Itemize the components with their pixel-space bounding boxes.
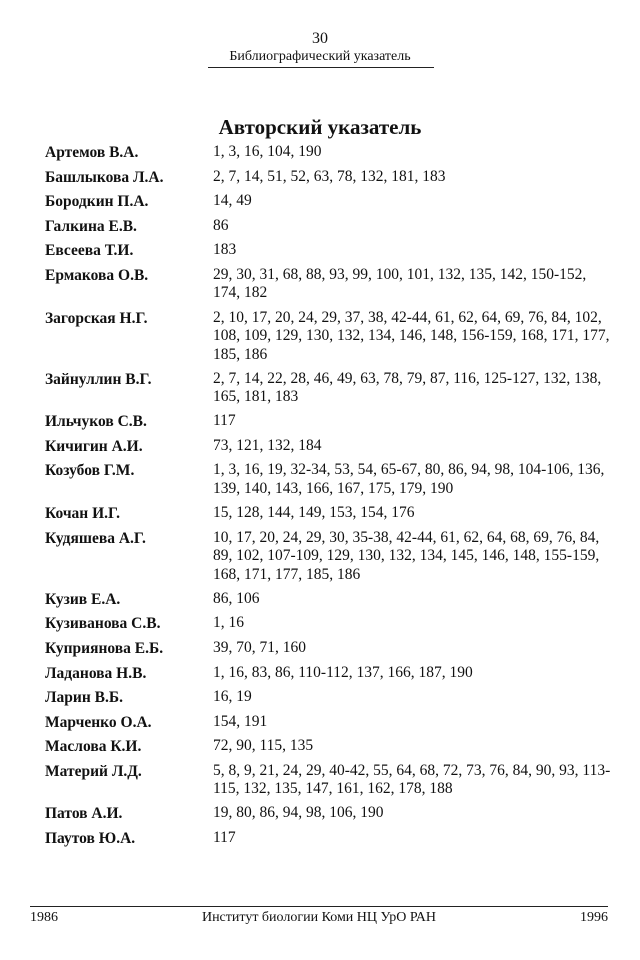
reference-numbers: 72, 90, 115, 135 xyxy=(213,737,314,755)
index-entry xyxy=(45,762,615,799)
reference-numbers: 1, 3, 16, 19, 32-34, 53, 54, 65-67, 80, 86, 94, 98, 104-106, 136, 139, 140, 143, 166, 167, 175, 179, 190 xyxy=(213,461,605,497)
index-entry xyxy=(45,412,615,431)
index-entry xyxy=(45,614,615,633)
author-name: Загорская Н.Г. xyxy=(45,309,148,327)
section-title: Авторский указатель xyxy=(218,115,422,139)
reference-numbers: 1, 16 xyxy=(213,614,244,632)
author-name: Патов А.И. xyxy=(45,805,123,823)
reference-numbers: 1, 3, 16, 104, 190 xyxy=(213,143,322,160)
reference-numbers: 10, 17, 20, 24, 29, 30, 35-38, 42-44, 61, 62, 64, 68, 69, 76, 84, 89, 102, 107-109, 129, 130, 132, 134, 145, 146, 148, 155-159, 168, 171, 177, 185, 186 xyxy=(213,528,600,583)
reference-numbers: 73, 121, 132, 184 xyxy=(213,436,322,454)
reference-numbers: 117 xyxy=(213,829,236,847)
reference-numbers: 86 xyxy=(213,216,229,234)
index-entry xyxy=(45,370,615,407)
index-entry xyxy=(45,829,615,848)
reference-numbers: 29, 30, 31, 68, 88, 93, 99, 100, 101, 132, 135, 142, 150-152, 174, 182 xyxy=(213,265,587,302)
index-entry xyxy=(45,241,615,260)
reference-numbers: 183 xyxy=(213,241,237,259)
reference-numbers: 14, 49 xyxy=(213,192,252,210)
reference-numbers: 86, 106 xyxy=(213,589,260,607)
index-entry xyxy=(45,688,615,707)
index-entry xyxy=(45,590,615,609)
index-entry xyxy=(45,804,615,823)
footer-start-year: 1986 xyxy=(30,910,58,925)
index-entry xyxy=(45,664,615,683)
reference-numbers: 1, 16, 83, 86, 110-112, 137, 166, 187, 190 xyxy=(213,663,473,681)
reference-numbers: 2, 7, 14, 51, 52, 63, 78, 132, 181, 183 xyxy=(213,167,446,185)
index-entry xyxy=(45,143,615,162)
reference-numbers: 15, 128, 144, 149, 153, 154, 176 xyxy=(213,504,415,522)
author-name: Башлыкова Л.А. xyxy=(45,168,164,186)
reference-numbers: 2, 7, 14, 22, 28, 46, 49, 63, 78, 79, 87, 116, 125-127, 132, 138, 165, 181, 183 xyxy=(213,369,602,406)
reference-numbers: 19, 80, 86, 94, 98, 106, 190 xyxy=(213,804,384,822)
footer xyxy=(30,910,608,926)
author-name: Бородкин П.А. xyxy=(45,193,149,211)
footer-rule xyxy=(30,906,608,907)
footer-end-year: 1996 xyxy=(579,910,608,925)
page-number: 30 xyxy=(312,30,328,47)
author-name: Материй Л.Д. xyxy=(45,762,142,780)
author-name: Куприянова Е.Б. xyxy=(45,639,164,657)
index-entry xyxy=(45,266,615,303)
author-name: Ермакова О.В. xyxy=(45,266,149,284)
index-entry xyxy=(45,192,615,211)
reference-numbers: 16, 19 xyxy=(213,688,252,706)
index-entry xyxy=(45,713,615,732)
running-title: Библиографический указатель xyxy=(229,49,411,64)
index-entry xyxy=(45,309,615,365)
reference-numbers: 5, 8, 9, 21, 24, 29, 40-42, 55, 64, 68, 72, 73, 76, 84, 90, 93, 113-115, 132, 135, 147, 161, 162, 178, 188 xyxy=(213,761,611,798)
author-name: Кочан И.Г. xyxy=(45,505,121,523)
author-name: Кузиванова С.В. xyxy=(45,615,161,633)
index-entry xyxy=(45,168,615,187)
reference-numbers: 2, 10, 17, 20, 24, 29, 37, 38, 42-44, 61, 62, 64, 69, 76, 84, 102, 108, 109, 129, 130, 132, 134, 146, 148, 156-159, 168, 171, 177, 185, 186 xyxy=(213,308,610,363)
index-entry xyxy=(45,437,615,456)
author-name: Ладанова Н.В. xyxy=(45,664,147,682)
author-name: Кудяшева А.Г. xyxy=(45,529,146,547)
index-entry xyxy=(45,529,615,585)
reference-numbers: 117 xyxy=(213,412,236,430)
reference-numbers: 154, 191 xyxy=(213,712,268,730)
index-entry xyxy=(45,217,615,236)
author-name: Козубов Г.М. xyxy=(45,462,135,480)
index-entry xyxy=(45,737,615,756)
author-name: Кичигин А.И. xyxy=(45,437,143,455)
author-name: Ларин В.Б. xyxy=(45,689,123,707)
author-name: Ильчуков С.В. xyxy=(45,413,147,431)
author-name: Маслова К.И. xyxy=(45,738,142,756)
author-name: Евсеева Т.И. xyxy=(45,242,134,260)
footer-institution: Институт биологии Коми НЦ УрО РАН xyxy=(201,910,437,925)
author-name: Галкина Е.В. xyxy=(45,217,137,235)
index-entry xyxy=(45,639,615,658)
author-name: Зайнуллин В.Г. xyxy=(45,370,152,388)
author-index-list xyxy=(45,143,615,854)
reference-numbers: 39, 70, 71, 160 xyxy=(213,638,306,656)
header-rule xyxy=(208,67,434,68)
author-name: Марченко О.А. xyxy=(45,713,152,731)
index-entry xyxy=(45,461,615,498)
author-name: Артемов В.А. xyxy=(45,144,139,161)
author-name: Кузив Е.А. xyxy=(45,590,121,608)
author-name: Паутов Ю.А. xyxy=(45,830,136,848)
index-entry xyxy=(45,504,615,523)
